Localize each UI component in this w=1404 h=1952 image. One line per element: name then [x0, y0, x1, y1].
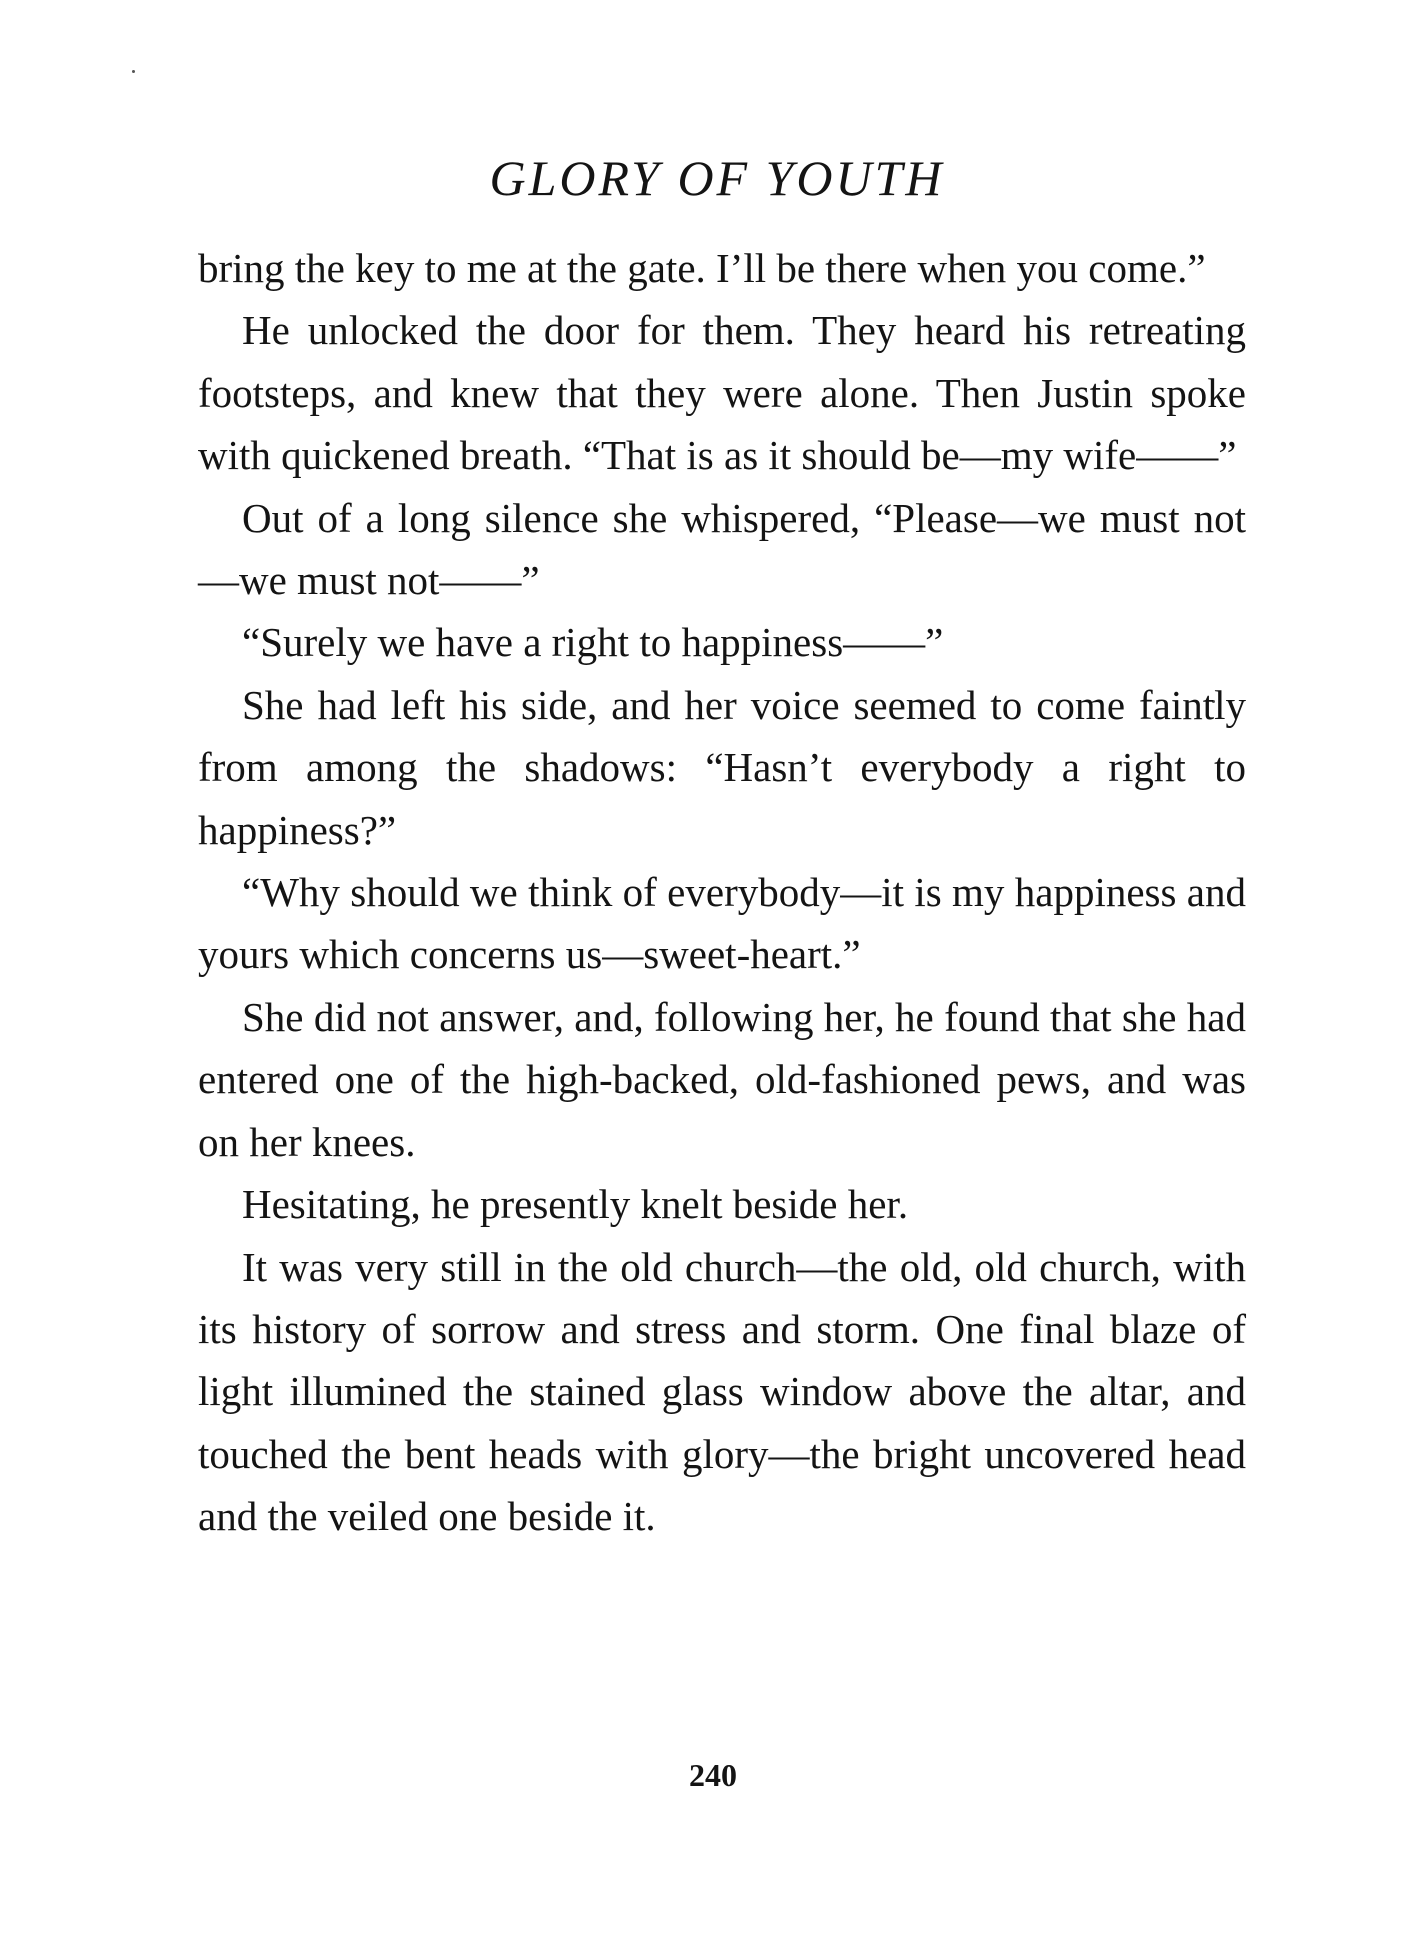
paragraph-7: She did not answer, and, following her, he found that she had entered one of the high-backed, old-fashioned pews, and was on her knees. — [198, 993, 1246, 1165]
paragraph-6: “Why should we think of everybody—it is my happiness and yours which concerns us—sweet-heart.” — [198, 869, 1246, 978]
page-number: 240 — [689, 1757, 737, 1793]
paragraph-4: “Surely we have a right to happiness——” — [242, 619, 944, 666]
running-head: GLORY OF YOUTH — [489, 150, 945, 206]
paragraph-9: It was very still in the old church—the old, old church, with its history of sorrow and stress and storm. One final blaze of light illumined the stained glass window above the altar, and touched the bent heads with glory—the bright uncovered head and the veiled one beside it. — [198, 1243, 1246, 1540]
paper-speck — [132, 70, 135, 73]
body-text — [198, 237, 1246, 1548]
paragraph-8: Hesitating, he presently knelt beside her. — [242, 1181, 909, 1228]
paragraph-3: Out of a long silence she whispered, “Please—we must not—we must not——” — [198, 494, 1246, 604]
paragraph-5: She had left his side, and her voice seemed to come faintly from among the shadows: “Hasn’t everybody a right to happiness?” — [198, 681, 1246, 853]
paragraph-2: He unlocked the door for them. They heard his retreating footsteps, and knew that they were alone. Then Justin spoke with quickened breath. “That is as it should be—my wife——” — [198, 307, 1246, 479]
paragraph-1: bring the key to me at the gate. I’ll be there when you come.” — [198, 245, 1206, 291]
